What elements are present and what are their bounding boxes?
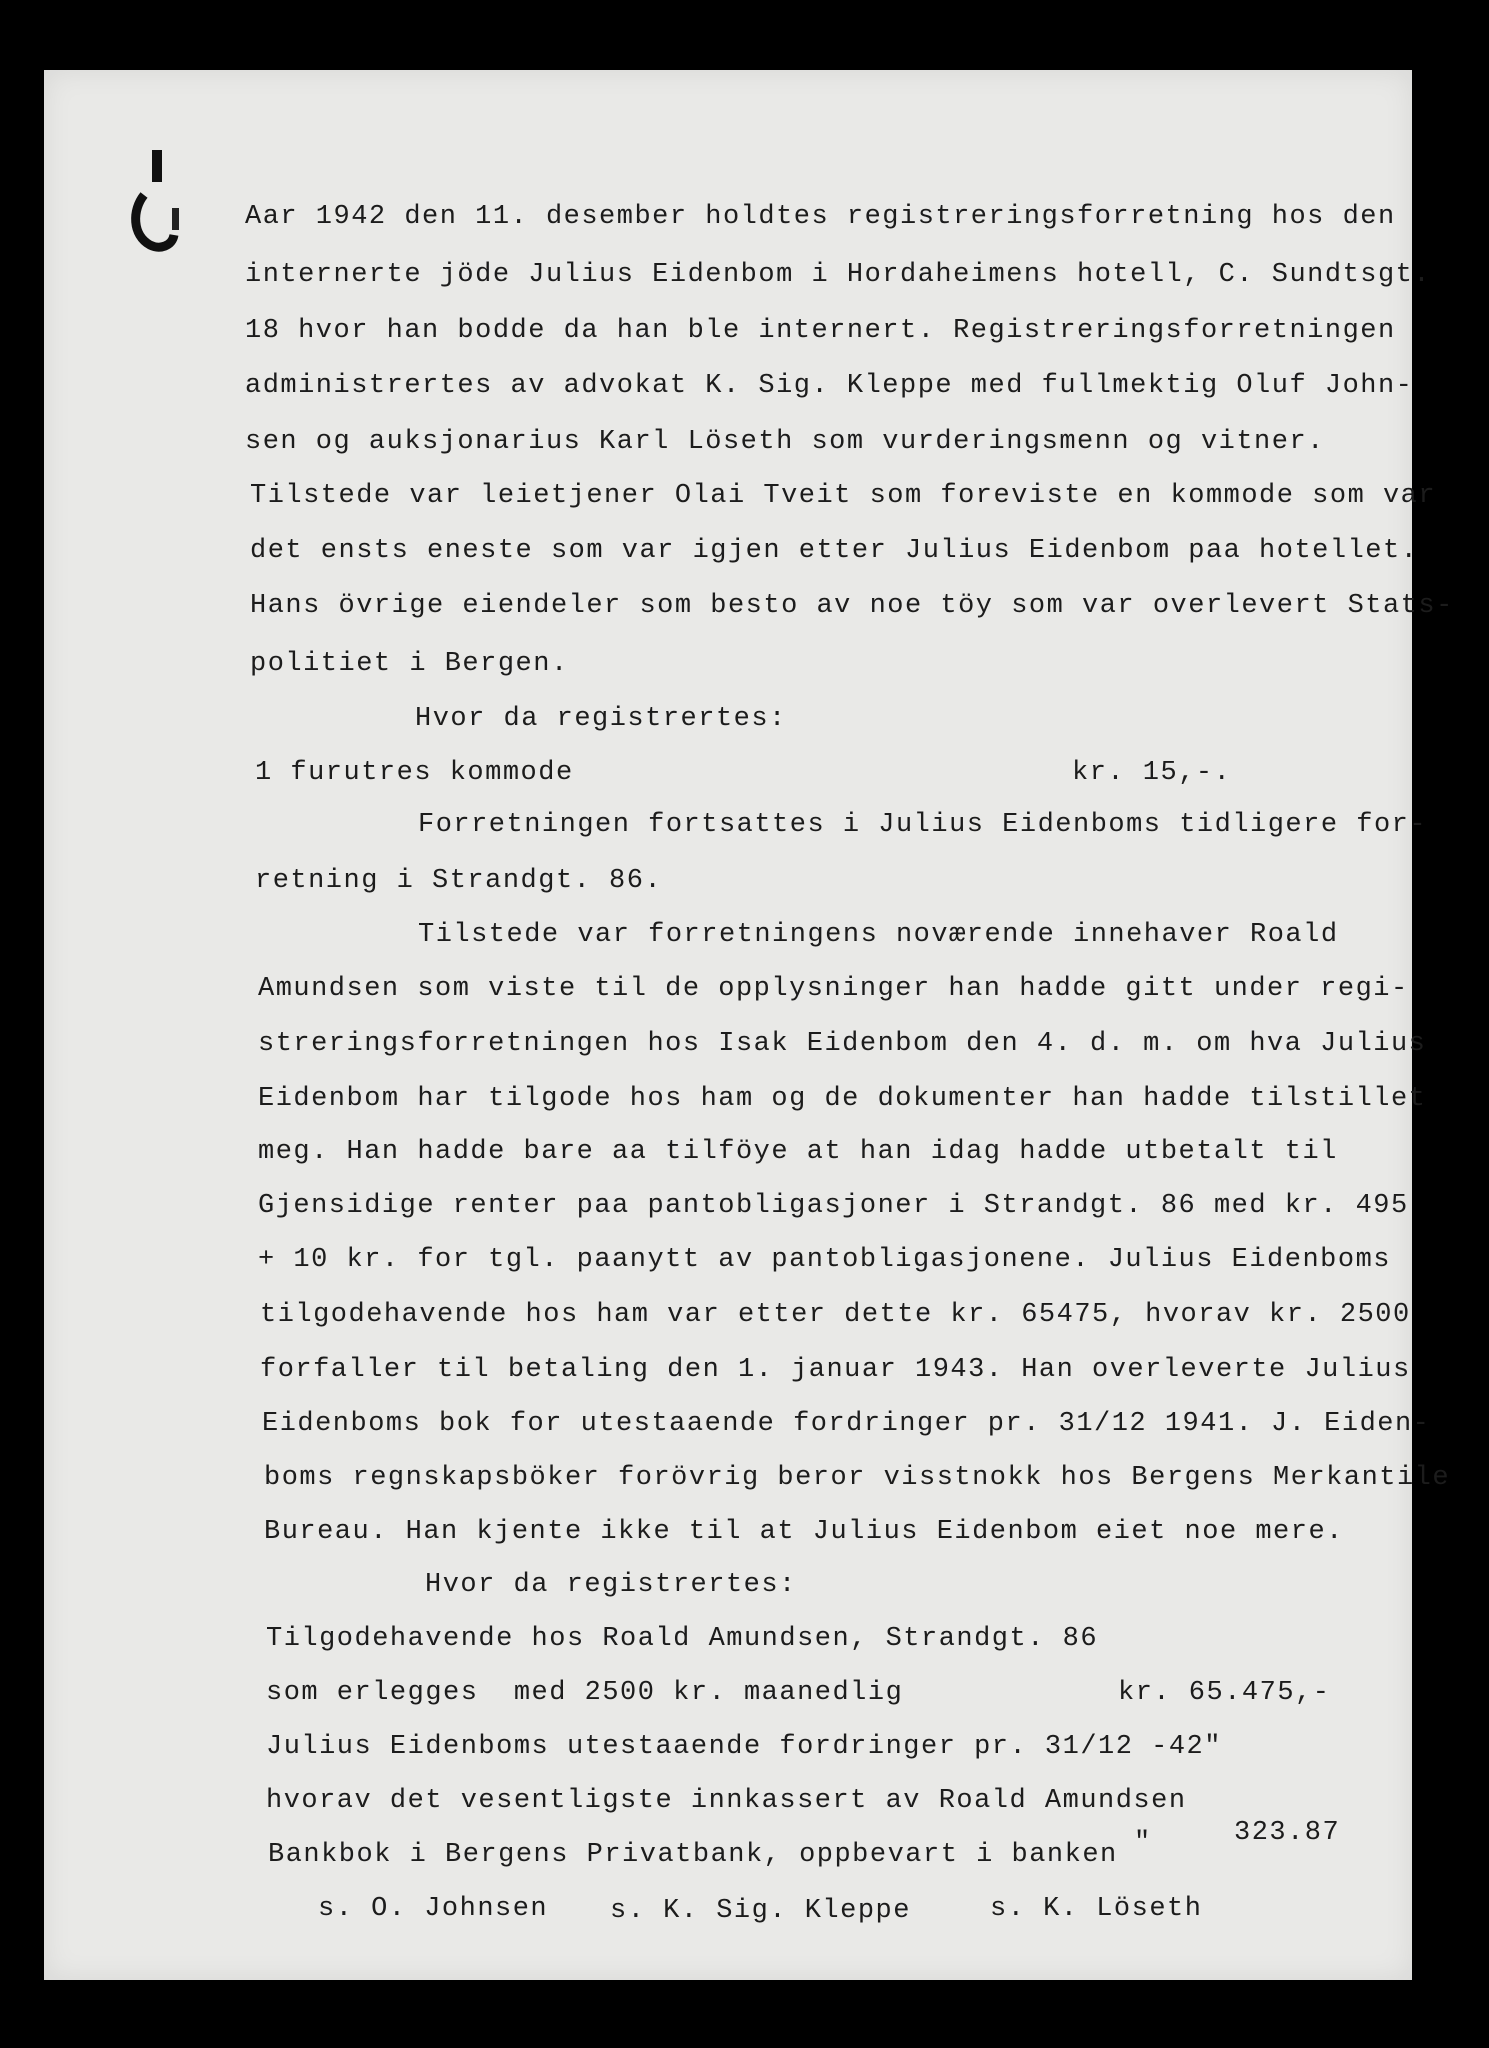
present-line-10: Eidenboms bok for utestaaende fordringer pr. 31/12 1941. J. Eiden- [262,1409,1431,1439]
intro-line-4: administrertes av advokat K. Sig. Kleppe med fullmektig Oluf John- [245,371,1414,401]
item-amount: kr. 65.475,- [1118,1678,1331,1708]
present-line-7: + 10 kr. for tgl. paanytt av pantobligasjonene. Julius Eidenboms [258,1245,1391,1275]
present-line-9: forfaller til betaling den 1. januar 1943. Han overleverte Julius [260,1355,1411,1385]
intro-line-7: det ensts eneste som var igjen etter Julius Eidenbom paa hotellet. [250,536,1419,566]
continued-line-2: retning i Strandgt. 86. [255,866,663,896]
present-line-2: Amundsen som viste til de opplysninger han hadde gitt under regi- [258,974,1409,1004]
intro-line-1: Aar 1942 den 11. desember holdtes registreringsforretning hos den [245,202,1396,232]
signature-loseth: s. K. Löseth [990,1894,1203,1924]
present-line-6: Gjensidige renter paa pantobligasjoner i Strandgt. 86 med kr. 495 [258,1191,1409,1221]
item-label: som erlegges med 2500 kr. maanedlig [266,1678,904,1708]
present-line-3: streringsforretningen hos Isak Eidenbom den 4. d. m. om hva Julius [258,1029,1427,1059]
section-heading: Hvor da registrertes: [425,1570,797,1600]
continued-line-1: Forretningen fortsattes i Julius Eidenboms tidligere for- [418,810,1428,840]
present-line-4: Eidenbom har tilgode hos ham og de dokumenter han hadde tilstillet [258,1084,1427,1114]
present-line-11: boms regnskapsböker forövrig beror visstnokk hos Bergens Merkantile [264,1463,1451,1493]
item-label: 1 furutres kommode [255,758,574,788]
item-label: hvorav det vesentligste innkassert av Roald Amundsen [266,1786,1187,1816]
intro-line-5: sen og auksjonarius Karl Löseth som vurderingsmenn og vitner. [245,427,1325,457]
item-label: Tilgodehavende hos Roald Amundsen, Strandgt. 86 [266,1624,1099,1654]
signature-johnsen: s. O. Johnsen [318,1894,549,1924]
item-label: Bankbok i Bergens Privatbank, oppbevart i banken [268,1840,1118,1870]
item-amount: kr. 15,-. [1072,758,1232,788]
signature-kleppe: s. K. Sig. Kleppe [610,1896,911,1926]
intro-line-3: 18 hvor han bodde da han ble internert. Registreringsforretningen [245,316,1396,346]
item-amount: 323.87 [1234,1818,1341,1848]
intro-line-8: Hans övrige eiendeler som besto av noe töy som var overlevert Stats- [250,591,1454,621]
intro-line-2: internerte jöde Julius Eidenbom i Hordaheimens hotell, C. Sundtsgt. [245,260,1432,290]
intro-line-9: politiet i Bergen. [250,649,569,679]
present-line-1: Tilstede var forretningens noværende innehaver Roald [418,920,1339,950]
present-line-8: tilgodehavende hos ham var etter dette kr. 65475, hvorav kr. 2500 [260,1300,1411,1330]
section-heading: Hvor da registrertes: [415,704,787,734]
present-line-5: meg. Han hadde bare aa tilföye at han idag hadde utbetalt til [258,1137,1338,1167]
item-label: Julius Eidenboms utestaaende fordringer pr. 31/12 -42" [266,1732,1222,1762]
intro-line-6: Tilstede var leietjener Olai Tveit som foreviste en kommode som var [250,481,1437,511]
binder-clip-icon [122,150,202,260]
ditto-mark: " [1134,1828,1152,1858]
present-line-12: Bureau. Han kjente ikke til at Julius Eidenbom eiet noe mere. [264,1517,1344,1547]
